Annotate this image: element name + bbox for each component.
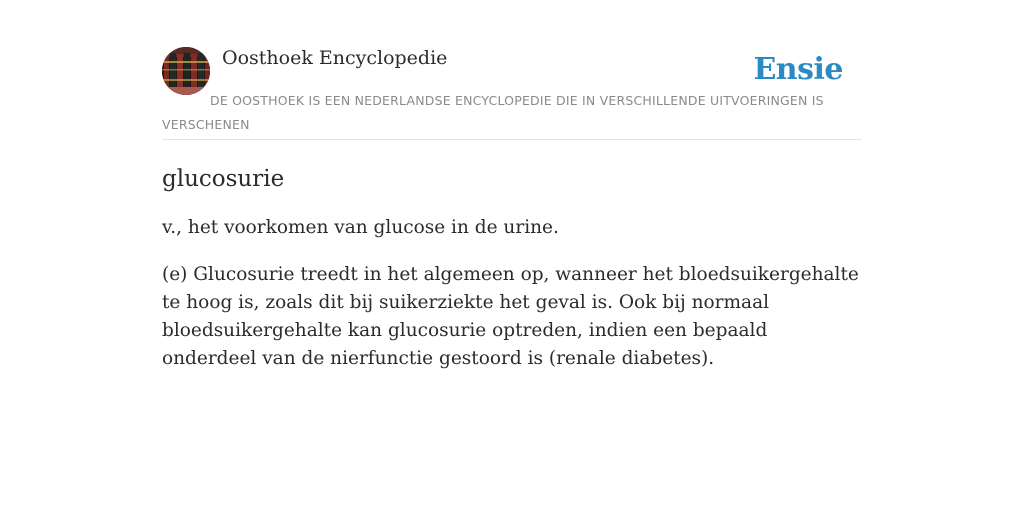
source-title[interactable]: Oosthoek Encyclopedie [222,47,448,69]
article-term: glucosurie [162,166,285,192]
article-definition: v., het voorkomen van glucose in de urine. [162,217,559,238]
encyclopedia-books-icon[interactable] [162,47,210,95]
article [162,162,866,373]
source-description: DE OOSTHOEK IS EEN NEDERLANDSE ENCYCLOPEDIE DIE IN VERSCHILLENDE UITVOERINGEN IS VERSCHENEN [162,93,824,132]
article-body: (e) Glucosurie treedt in het algemeen op, wanneer het bloedsuikergehalte te hoog is, zoals dit bij suikerziekte het geval is. Ook bij normaal bloedsuikergehalte kan glucosurie optreden, indien een bepaald onderdeel van de nierfunctie gestoord is (renale diabetes). [162,264,859,369]
ensie-logo-link[interactable]: Ensie [753,52,843,87]
site-header [162,46,862,140]
